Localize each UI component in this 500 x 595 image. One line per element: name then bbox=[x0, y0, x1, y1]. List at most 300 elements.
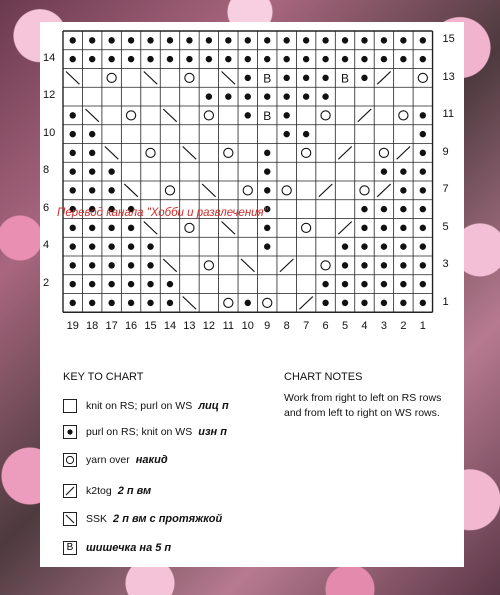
purl-dot bbox=[361, 300, 367, 306]
key-label-russian: 2 п вм bbox=[117, 485, 152, 497]
yarn-over-circle bbox=[282, 186, 291, 195]
chart-cell bbox=[379, 148, 388, 157]
chart-cell bbox=[204, 261, 213, 270]
chart-cell bbox=[418, 73, 427, 82]
k2tog-slash bbox=[377, 184, 390, 197]
row-label-left: 14 bbox=[43, 51, 56, 64]
chart-cell bbox=[128, 262, 134, 268]
purl-dot bbox=[264, 187, 270, 193]
chart-cell bbox=[107, 73, 116, 82]
purl-dot bbox=[381, 300, 387, 306]
column-label: 2 bbox=[400, 320, 407, 333]
purl-dot bbox=[361, 206, 367, 212]
purl-dot bbox=[245, 75, 251, 81]
chart-cell bbox=[400, 168, 406, 174]
purl-dot bbox=[400, 281, 406, 287]
ssk-slash bbox=[144, 222, 157, 235]
chart-cell bbox=[420, 281, 426, 287]
purl-dot bbox=[147, 300, 153, 306]
purl-dot bbox=[381, 281, 387, 287]
chart-cell bbox=[245, 75, 251, 81]
key-label: purl on RS; knit on WS bbox=[86, 426, 193, 438]
ssk-slash bbox=[222, 222, 235, 235]
key-item bbox=[63, 452, 168, 468]
chart-cell bbox=[183, 297, 196, 310]
row-label-right: 3 bbox=[442, 258, 449, 270]
purl-dot bbox=[70, 56, 76, 62]
ssk-slash bbox=[222, 72, 235, 85]
chart-cell bbox=[165, 186, 174, 195]
purl-dot bbox=[70, 262, 76, 268]
purl-dot bbox=[264, 150, 270, 156]
yarn-over-circle bbox=[185, 223, 194, 232]
chart-cell bbox=[144, 72, 157, 85]
purl-dot bbox=[420, 131, 426, 137]
chart-cell bbox=[167, 37, 173, 43]
chart-cell bbox=[319, 184, 332, 197]
purl-dot bbox=[225, 37, 231, 43]
chart-cell bbox=[89, 37, 95, 43]
chart-cell bbox=[381, 262, 387, 268]
chart-cell bbox=[361, 37, 367, 43]
chart-cell bbox=[70, 150, 76, 156]
chart-cell bbox=[342, 300, 348, 306]
chart-cell bbox=[70, 112, 76, 118]
watermark-text: Перевод канала "Хобби и развлечения" bbox=[57, 207, 268, 219]
purl-dot bbox=[400, 56, 406, 62]
purl-dot bbox=[381, 262, 387, 268]
purl-dot bbox=[283, 112, 289, 118]
chart-cell bbox=[108, 168, 114, 174]
chart-cell bbox=[381, 225, 387, 231]
ssk-slash bbox=[163, 109, 176, 122]
chart-cell bbox=[144, 222, 157, 235]
purl-dot bbox=[167, 281, 173, 287]
purl-dot bbox=[186, 56, 192, 62]
chart-cell bbox=[245, 300, 251, 306]
chart-cell bbox=[70, 281, 76, 287]
purl-dot bbox=[303, 37, 309, 43]
purl-dot bbox=[283, 75, 289, 81]
chart-cell bbox=[186, 37, 192, 43]
key-label: SSK bbox=[86, 513, 108, 525]
column-label: 16 bbox=[124, 320, 138, 333]
column-label: 14 bbox=[163, 320, 177, 333]
purl-dot bbox=[361, 56, 367, 62]
purl-dot bbox=[128, 281, 134, 287]
column-label: 8 bbox=[283, 320, 290, 333]
chart-cell bbox=[128, 243, 134, 249]
row-label-left: 8 bbox=[43, 164, 50, 177]
k2tog-slash bbox=[280, 259, 293, 272]
purl-dot bbox=[342, 56, 348, 62]
chart-cell bbox=[283, 56, 289, 62]
chart-cell bbox=[163, 259, 176, 272]
chart-cell bbox=[381, 168, 387, 174]
k2tog-slash bbox=[397, 147, 410, 160]
purl-dot bbox=[245, 37, 251, 43]
purl-dot bbox=[400, 243, 406, 249]
row-label-right: 5 bbox=[442, 220, 449, 233]
column-label: 11 bbox=[222, 320, 235, 333]
chart-cell bbox=[303, 56, 309, 62]
purl-dot bbox=[108, 281, 114, 287]
purl-dot bbox=[147, 37, 153, 43]
purl-dot bbox=[206, 93, 212, 99]
chart-cell bbox=[322, 75, 328, 81]
chart-cell bbox=[400, 206, 406, 212]
key-label-russian: лиц п bbox=[198, 400, 229, 412]
key-symbol-k2tog-icon bbox=[63, 484, 77, 498]
chart-cell bbox=[206, 56, 212, 62]
yarn-over-circle bbox=[302, 148, 311, 157]
purl-dot bbox=[400, 225, 406, 231]
column-label: 1 bbox=[419, 320, 426, 333]
chart-cell bbox=[225, 93, 231, 99]
purl-dot bbox=[322, 56, 328, 62]
purl-dot bbox=[147, 56, 153, 62]
key-symbol-yo-icon bbox=[63, 453, 77, 467]
chart-cell bbox=[89, 56, 95, 62]
row-label-left: 10 bbox=[43, 126, 56, 139]
purl-dot bbox=[70, 243, 76, 249]
purl-dot bbox=[381, 206, 387, 212]
ssk-slash bbox=[124, 184, 137, 197]
chart-cell bbox=[206, 37, 212, 43]
chart-cell bbox=[361, 262, 367, 268]
chart-cell bbox=[245, 93, 251, 99]
purl-dot bbox=[147, 243, 153, 249]
purl-dot bbox=[128, 37, 134, 43]
notes-text: Work from right to left on RS rows and from left to right on WS rows. bbox=[284, 392, 442, 419]
chart-cell bbox=[128, 281, 134, 287]
purl-dot bbox=[420, 37, 426, 43]
purl-dot bbox=[283, 56, 289, 62]
chart-cell bbox=[147, 281, 153, 287]
yarn-over-circle bbox=[224, 148, 233, 157]
chart-cell bbox=[420, 56, 426, 62]
chart-cell bbox=[222, 72, 235, 85]
ssk-slash bbox=[183, 147, 196, 160]
chart-cell bbox=[283, 93, 289, 99]
purl-dot bbox=[89, 168, 95, 174]
chart-cell bbox=[377, 184, 390, 197]
chart-cell bbox=[85, 109, 98, 122]
chart-cell bbox=[108, 187, 114, 193]
k2tog-slash bbox=[338, 222, 351, 235]
chart-cell bbox=[400, 243, 406, 249]
chart-cell bbox=[108, 262, 114, 268]
purl-dot bbox=[361, 37, 367, 43]
row-label-right: 15 bbox=[442, 33, 455, 45]
key-title: KEY TO CHART bbox=[63, 371, 144, 383]
chart-cell bbox=[381, 300, 387, 306]
chart-cell bbox=[322, 37, 328, 43]
purl-dot bbox=[70, 187, 76, 193]
bobble-letter: B bbox=[341, 71, 350, 86]
chart-cell bbox=[381, 281, 387, 287]
key-item bbox=[63, 398, 229, 414]
column-label: 18 bbox=[86, 320, 99, 333]
purl-dot bbox=[70, 131, 76, 137]
purl-dot bbox=[420, 300, 426, 306]
purl-dot bbox=[147, 262, 153, 268]
purl-dot bbox=[400, 168, 406, 174]
chart-cell bbox=[70, 187, 76, 193]
chart-cell bbox=[222, 222, 235, 235]
chart-cell bbox=[89, 131, 95, 137]
chart-cell bbox=[108, 37, 114, 43]
chart-cell bbox=[66, 72, 79, 85]
chart-cell bbox=[322, 56, 328, 62]
chart-cell bbox=[303, 37, 309, 43]
purl-dot bbox=[108, 225, 114, 231]
chart-cell bbox=[342, 281, 348, 287]
k2tog-slash bbox=[338, 147, 351, 160]
purl-dot bbox=[89, 281, 95, 287]
chart-cell bbox=[224, 148, 233, 157]
column-label: 15 bbox=[144, 320, 157, 333]
purl-dot bbox=[128, 243, 134, 249]
chart-cell bbox=[420, 37, 426, 43]
chart-cell bbox=[420, 262, 426, 268]
ssk-slash bbox=[144, 72, 157, 85]
chart-cell bbox=[381, 243, 387, 249]
purl-dot bbox=[322, 281, 328, 287]
ssk-slash bbox=[66, 72, 79, 85]
chart-cell bbox=[89, 262, 95, 268]
purl-dot bbox=[400, 37, 406, 43]
chart-cell bbox=[400, 225, 406, 231]
key-label: yarn over bbox=[86, 454, 130, 466]
purl-dot bbox=[420, 187, 426, 193]
chart-cell bbox=[420, 225, 426, 231]
chart-cell bbox=[321, 261, 330, 270]
purl-dot bbox=[70, 225, 76, 231]
purl-dot bbox=[167, 56, 173, 62]
chart-cell bbox=[186, 56, 192, 62]
chart-cell bbox=[70, 225, 76, 231]
chart-cell bbox=[381, 56, 387, 62]
chart-cell bbox=[322, 93, 328, 99]
yarn-over-circle bbox=[321, 261, 330, 270]
key-label: knit on RS; purl on WS bbox=[86, 400, 193, 412]
chart-cell bbox=[147, 243, 153, 249]
yarn-over-circle bbox=[107, 73, 116, 82]
purl-dot bbox=[128, 56, 134, 62]
chart-cell bbox=[224, 298, 233, 307]
chart-cell bbox=[381, 206, 387, 212]
purl-dot bbox=[342, 262, 348, 268]
ssk-slash bbox=[105, 147, 118, 160]
purl-dot bbox=[303, 56, 309, 62]
purl-dot bbox=[381, 56, 387, 62]
k2tog-slash bbox=[358, 109, 371, 122]
chart-cell bbox=[126, 111, 135, 120]
chart-cell bbox=[264, 187, 270, 193]
chart-cell bbox=[342, 37, 348, 43]
chart-cell bbox=[245, 56, 251, 62]
chart-cell bbox=[147, 300, 153, 306]
purl-dot bbox=[400, 187, 406, 193]
chart-cell bbox=[146, 148, 155, 157]
purl-dot bbox=[361, 281, 367, 287]
column-label: 17 bbox=[105, 320, 118, 333]
chart-cell bbox=[264, 168, 270, 174]
key-symbol-ssk-icon bbox=[63, 512, 77, 526]
chart-cell bbox=[70, 37, 76, 43]
ssk-slash bbox=[183, 297, 196, 310]
purl-dot bbox=[245, 56, 251, 62]
purl-dot bbox=[225, 93, 231, 99]
purl-dot bbox=[400, 206, 406, 212]
chart-cell bbox=[70, 243, 76, 249]
purl-dot bbox=[264, 37, 270, 43]
row-label-left: 6 bbox=[43, 201, 50, 214]
purl-dot bbox=[322, 93, 328, 99]
key-symbol-dot-icon bbox=[63, 425, 77, 439]
chart-cell bbox=[89, 225, 95, 231]
column-label: 3 bbox=[380, 320, 387, 333]
chart-cell bbox=[70, 131, 76, 137]
column-label: 10 bbox=[241, 320, 254, 333]
key-label: k2tog bbox=[86, 485, 112, 497]
purl-dot bbox=[420, 168, 426, 174]
row-label-right: 13 bbox=[442, 70, 455, 83]
purl-dot bbox=[420, 281, 426, 287]
yarn-over-circle bbox=[204, 261, 213, 270]
chart-cell bbox=[124, 184, 137, 197]
chart-cell bbox=[128, 300, 134, 306]
purl-dot bbox=[361, 75, 367, 81]
chart-cell bbox=[341, 71, 349, 85]
key-label-russian: шишечка на 5 п bbox=[86, 542, 172, 554]
k2tog-slash bbox=[299, 297, 312, 310]
purl-dot bbox=[303, 131, 309, 137]
purl-dot bbox=[264, 225, 270, 231]
key-item bbox=[63, 483, 151, 499]
chart-cell bbox=[302, 148, 311, 157]
chart-cell bbox=[338, 222, 351, 235]
chart-cell bbox=[147, 262, 153, 268]
purl-dot bbox=[108, 168, 114, 174]
purl-dot bbox=[361, 225, 367, 231]
chart-cell bbox=[263, 71, 271, 85]
chart-cell bbox=[89, 150, 95, 156]
chart-cell bbox=[420, 187, 426, 193]
chart-cell bbox=[420, 168, 426, 174]
purl-dot bbox=[147, 281, 153, 287]
chart-cell bbox=[299, 297, 312, 310]
notes-title: CHART NOTES bbox=[284, 371, 363, 383]
purl-dot bbox=[128, 262, 134, 268]
key-label-russian: накид bbox=[135, 454, 168, 466]
purl-dot bbox=[381, 37, 387, 43]
row-label-right: 11 bbox=[442, 108, 454, 120]
chart-cell bbox=[167, 281, 173, 287]
yarn-over-circle bbox=[185, 73, 194, 82]
yarn-over-circle bbox=[321, 111, 330, 120]
chart-cell bbox=[263, 109, 271, 123]
column-label: 6 bbox=[322, 320, 329, 333]
chart-cell bbox=[264, 150, 270, 156]
yarn-over-circle bbox=[418, 73, 427, 82]
chart-cell bbox=[243, 186, 252, 195]
chart-cell bbox=[108, 56, 114, 62]
purl-dot bbox=[420, 225, 426, 231]
chart-cell bbox=[322, 281, 328, 287]
purl-dot bbox=[322, 300, 328, 306]
purl-dot bbox=[283, 131, 289, 137]
chart-cell bbox=[241, 259, 254, 272]
yarn-over-circle bbox=[243, 186, 252, 195]
chart-cell bbox=[89, 300, 95, 306]
chart-cell bbox=[361, 75, 367, 81]
chart-cell bbox=[361, 225, 367, 231]
column-label: 7 bbox=[303, 320, 310, 333]
purl-dot bbox=[108, 262, 114, 268]
chart-cell bbox=[245, 37, 251, 43]
chart-cell bbox=[303, 75, 309, 81]
yarn-over-circle bbox=[146, 148, 155, 157]
purl-dot bbox=[89, 243, 95, 249]
chart-cell bbox=[167, 300, 173, 306]
chart-cell bbox=[108, 281, 114, 287]
row-label-left: 12 bbox=[43, 89, 56, 102]
bobble-letter: B bbox=[263, 108, 272, 123]
column-label: 19 bbox=[66, 320, 79, 333]
purl-dot bbox=[128, 300, 134, 306]
chart-cell bbox=[264, 225, 270, 231]
chart-cell bbox=[264, 243, 270, 249]
bobble-letter: B bbox=[263, 71, 272, 86]
row-label-left: 4 bbox=[43, 239, 50, 252]
chart-cell bbox=[399, 111, 408, 120]
purl-dot bbox=[89, 56, 95, 62]
purl-dot bbox=[283, 37, 289, 43]
chart-cell bbox=[264, 56, 270, 62]
purl-dot bbox=[89, 300, 95, 306]
purl-dot bbox=[400, 300, 406, 306]
purl-dot bbox=[108, 37, 114, 43]
purl-dot bbox=[264, 243, 270, 249]
chart-cell bbox=[322, 300, 328, 306]
column-label: 13 bbox=[183, 320, 196, 333]
key-symbol-bobble-icon bbox=[63, 541, 77, 555]
purl-dot bbox=[108, 187, 114, 193]
chart-cell bbox=[420, 300, 426, 306]
chart-cell bbox=[400, 262, 406, 268]
chart-cell bbox=[89, 187, 95, 193]
purl-dot bbox=[420, 262, 426, 268]
yarn-over-circle bbox=[263, 298, 272, 307]
chart-cell bbox=[202, 184, 215, 197]
purl-dot bbox=[361, 243, 367, 249]
chart-cell bbox=[128, 56, 134, 62]
purl-dot bbox=[70, 112, 76, 118]
purl-dot bbox=[206, 56, 212, 62]
purl-dot bbox=[303, 75, 309, 81]
purl-dot bbox=[108, 243, 114, 249]
chart-cell bbox=[361, 206, 367, 212]
chart-cell bbox=[183, 147, 196, 160]
chart-cell bbox=[400, 187, 406, 193]
chart-cell bbox=[70, 168, 76, 174]
purl-dot bbox=[420, 56, 426, 62]
purl-dot bbox=[322, 75, 328, 81]
chart-cell bbox=[108, 243, 114, 249]
purl-dot bbox=[342, 37, 348, 43]
